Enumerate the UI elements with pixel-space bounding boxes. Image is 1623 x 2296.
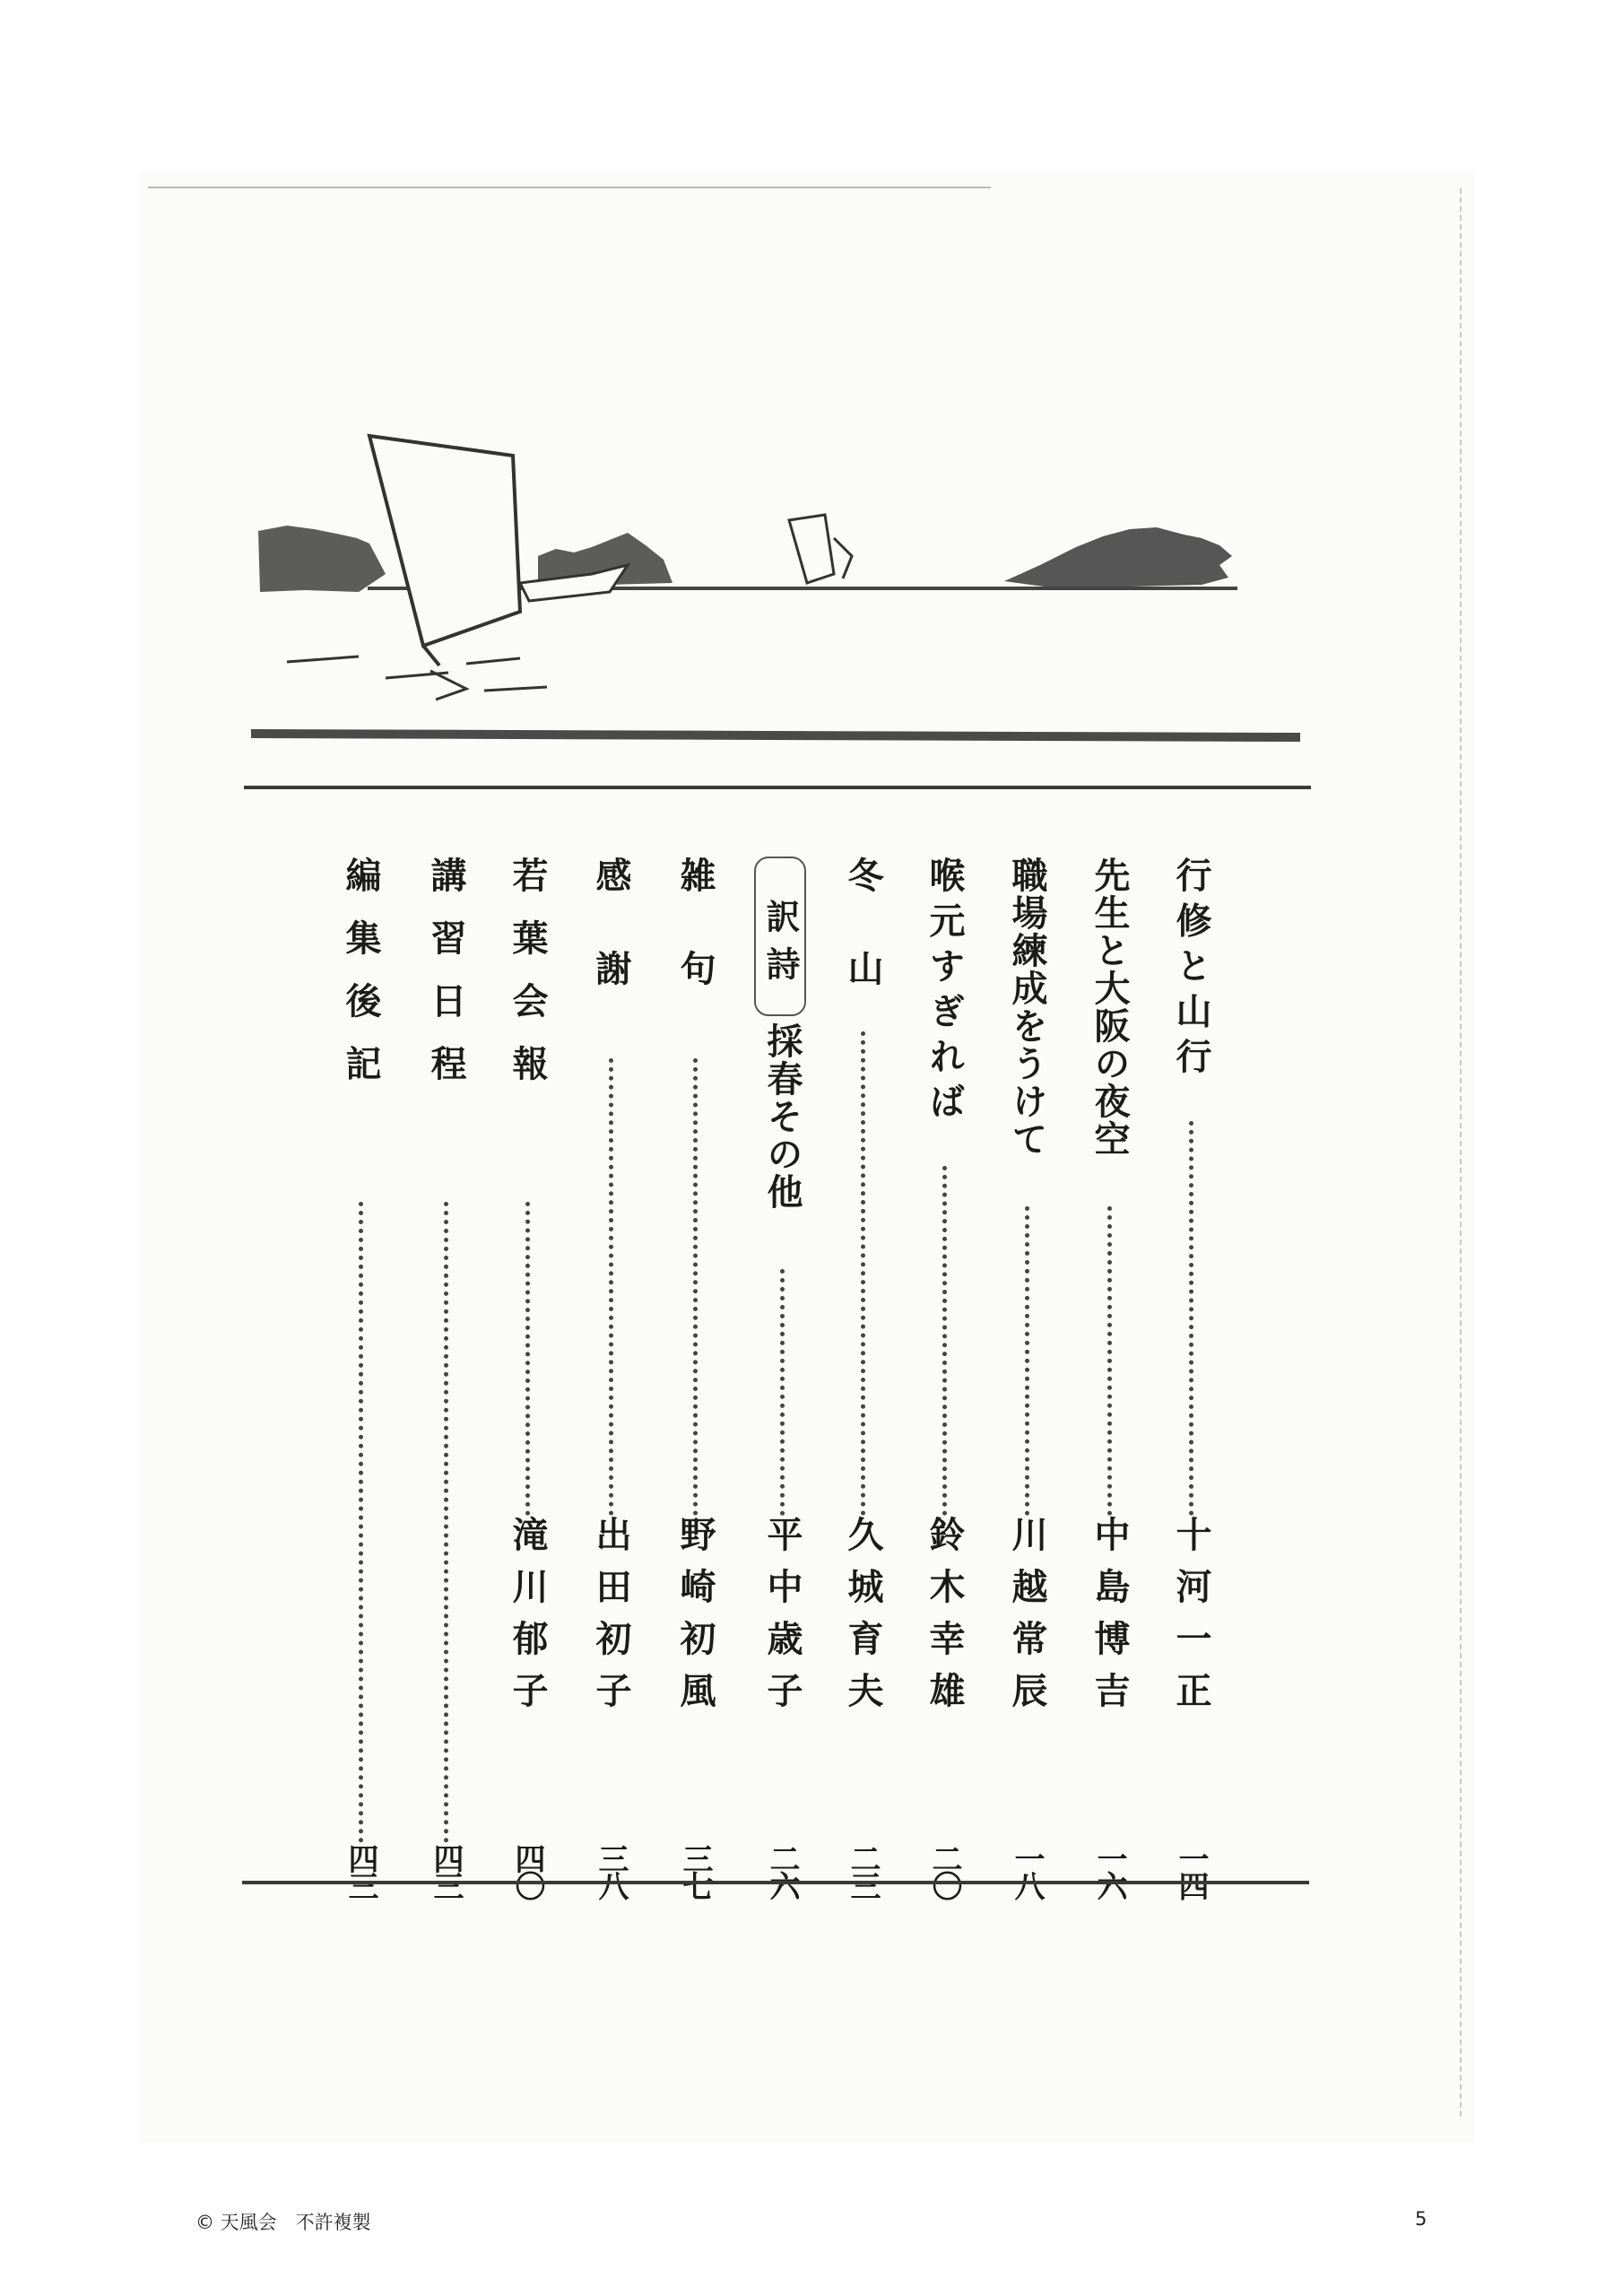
toc-entry-page: 三八 <box>593 1843 629 1899</box>
toc-entry-author: 鈴木幸雄 <box>924 1516 966 1724</box>
top-edge-line <box>148 187 991 188</box>
toc-entry-page: 二六 <box>764 1843 800 1899</box>
leader-dots <box>359 1202 363 1843</box>
toc-entry-title: 喉元すぎれば <box>924 857 966 1128</box>
toc-entry-author: 出田初子 <box>590 1516 632 1724</box>
toc-entry-2[interactable] <box>1085 857 1133 1915</box>
toc-entry-title: 行修と山行 <box>1170 857 1212 1083</box>
toc-entry-author: 十河一正 <box>1170 1516 1212 1724</box>
toc-entry-author: 久城育夫 <box>842 1516 884 1724</box>
toc-entry-page: 四〇 <box>509 1843 545 1899</box>
toc-entry-page: 三七 <box>677 1843 713 1899</box>
toc-entry-page: 一四 <box>1173 1843 1209 1899</box>
toc-entry-page: 四三 <box>343 1843 378 1899</box>
toc-entry-10[interactable] <box>421 857 470 1915</box>
leader-dots <box>609 1058 613 1516</box>
leader-dots <box>444 1202 448 1843</box>
toc-entry-author: 野崎初風 <box>674 1516 716 1724</box>
toc-entry-11[interactable] <box>336 857 385 1915</box>
leader-dots <box>861 1031 865 1516</box>
toc-entry-title: 採春その他 <box>761 1022 803 1211</box>
toc-entry-1[interactable] <box>1167 857 1215 1915</box>
toc-entry-6[interactable] <box>758 857 806 1915</box>
toc-entry-title: 雑句 <box>674 857 716 1043</box>
leader-dots <box>693 1058 698 1516</box>
contents-top-rule <box>244 786 1311 789</box>
toc-entry-3[interactable] <box>1002 857 1051 1915</box>
leader-dots <box>1025 1206 1029 1516</box>
leader-dots <box>1189 1121 1193 1516</box>
page-edge-line <box>1460 188 1462 2117</box>
toc-entry-page: 一六 <box>1091 1843 1127 1899</box>
toc-entry-author: 中島博吉 <box>1089 1516 1131 1724</box>
toc-entry-8[interactable] <box>586 857 635 1915</box>
toc-entry-title: 冬山 <box>842 857 884 1043</box>
translated-poetry-badge: 訳詩 <box>754 857 806 1016</box>
page-number: 5 <box>1415 2208 1428 2230</box>
toc-entry-title: 職場練成をうけて <box>1006 857 1048 1158</box>
leader-dots <box>1107 1206 1112 1516</box>
toc-entry-author: 川越常辰 <box>1006 1516 1048 1724</box>
toc-entry-9[interactable] <box>503 857 551 1915</box>
toc-entry-7[interactable] <box>671 857 719 1915</box>
toc-entry-title: 編集後記 <box>340 857 382 1108</box>
toc-entry-title: 講習日程 <box>425 857 467 1108</box>
toc-entry-page: 二〇 <box>926 1843 962 1899</box>
leader-dots <box>780 1269 785 1516</box>
toc-entry-author: 滝川郁子 <box>507 1516 549 1724</box>
toc-entry-page: 四三 <box>428 1843 464 1899</box>
toc-entry-5[interactable] <box>838 857 887 1915</box>
toc-entry-author: 平中歳子 <box>761 1516 803 1724</box>
toc-entry-title: 若葉会報 <box>507 857 549 1108</box>
leader-dots <box>525 1202 530 1516</box>
toc-entry-page: 二三 <box>845 1843 881 1899</box>
toc-entry-4[interactable] <box>920 857 968 1915</box>
toc-entry-page: 一八 <box>1009 1843 1045 1899</box>
toc-entry-title: 感謝 <box>590 857 632 1043</box>
sailboat-illustration <box>251 422 1309 744</box>
leader-dots <box>942 1166 947 1516</box>
contents-bottom-rule <box>242 1881 1309 1884</box>
toc-entry-title: 先生と大阪の夜空 <box>1089 857 1131 1158</box>
copyright-notice: © 天風会 不許複製 <box>195 2212 371 2233</box>
